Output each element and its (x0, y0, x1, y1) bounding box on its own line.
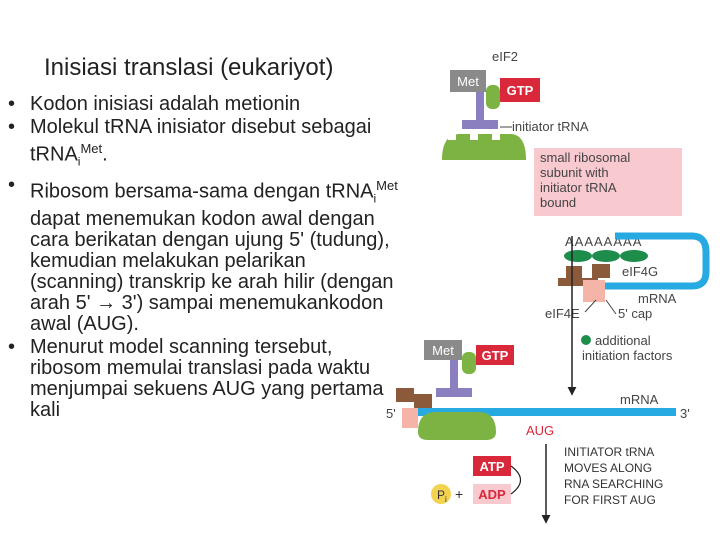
subunit-notch (492, 130, 500, 140)
polya-label: AAAAAAAA (565, 234, 643, 249)
eif4g-block-bottom (414, 394, 432, 408)
bullet-text: . (102, 143, 108, 166)
gtp-label-bottom: GTP (481, 348, 509, 363)
superscript: Met (376, 177, 398, 193)
scan-label-line: INITIATOR tRNA (564, 445, 655, 459)
scan-label-line: FOR FIRST AUG (564, 493, 656, 507)
mrna-label-bottom: mRNA (620, 392, 659, 407)
cap-pointer (606, 300, 616, 314)
bullet-icon: • (8, 93, 16, 115)
initiator-trna-label: initiator tRNA (512, 119, 589, 134)
small-subunit-label-line: subunit with (540, 165, 609, 180)
cap-label: 5' cap (618, 306, 653, 321)
bullet-text: Kodon inisiasi adalah metionin (30, 93, 301, 115)
bullet-icon: • (8, 336, 16, 359)
polya-binding-protein (592, 250, 620, 262)
met-label-bottom: Met (432, 343, 454, 358)
initiator-trna-arm (462, 120, 498, 129)
small-subunit-label-line: small ribosomal (540, 150, 631, 165)
bullet-text: 3') sampai menemukankodon awal (AUG). (30, 292, 384, 336)
bullet-text: Menurut model scanning tersebut, ribosom memulai translasi pada waktu menjumpai sekuens AUG yang pertama kali (30, 336, 384, 422)
eif4e-block-bottom (402, 408, 418, 428)
bullet-icon: • (8, 116, 16, 138)
aug-label: AUG (526, 423, 555, 438)
subscript: i (77, 154, 81, 169)
initiator-trna-bottom-arm (436, 388, 472, 397)
polya-binding-protein (564, 250, 592, 262)
scan-label-line: MOVES ALONG (564, 461, 653, 475)
additional-factor-dot (581, 335, 591, 345)
superscript: Met (80, 141, 103, 156)
subunit-notch (448, 130, 456, 140)
arrow-symbol: → (96, 292, 117, 315)
plus-label: + (455, 486, 464, 502)
additional-label-line: initiation factors (582, 348, 673, 363)
three-prime-label: 3' (680, 406, 690, 421)
gtp-label-top: GTP (506, 83, 534, 98)
polya-binding-protein (620, 250, 648, 262)
pi-label: $P_i$ (437, 488, 447, 504)
bullet-text: Ribosom bersama-sama dengan tRNA (30, 180, 374, 203)
eif2-factor-bottom (462, 352, 476, 374)
eif4e-block (583, 280, 605, 302)
bullet-icon: • (8, 173, 16, 196)
atp-label: ATP (479, 459, 505, 474)
atp-hydrolysis-arrow (511, 466, 521, 494)
eif4g-block-bottom (396, 388, 414, 402)
small-subunit-label-line: initiator tRNA (540, 180, 617, 195)
eif4g-label: eIF4G (622, 264, 659, 279)
five-prime-label: 5' (386, 406, 396, 421)
adp-label: ADP (478, 487, 506, 502)
slide-title: Inisiasi translasi (eukariyot) (44, 54, 334, 81)
eif2-factor (486, 85, 500, 109)
met-label-top: Met (457, 74, 479, 89)
additional-label-line: additional (595, 333, 651, 348)
initiator-trna (476, 92, 484, 122)
mrna-label-mid: mRNA (638, 291, 677, 306)
eif4g-block (592, 264, 610, 278)
small-subunit-label-line: bound (540, 195, 577, 210)
scan-label-line: RNA SEARCHING (564, 477, 664, 491)
eif2-label: eIF2 (492, 49, 519, 64)
small-ribosomal-subunit-bottom (418, 412, 496, 440)
subunit-notch (470, 130, 478, 140)
eif4e-label: eIF4E (545, 306, 580, 321)
eif4g-block (566, 266, 582, 280)
bullet-text: dapat menemukan kodon awal dengan cara berikatan dengan ujung 5' (tudung), kemudian melakukan pelarikan (scanning) transkrip ke arah hilir (dengan arah 5' (30, 208, 394, 315)
bullet-text: Molekul tRNA inisiator disebut sebagai tRNA (30, 116, 372, 166)
subscript: i (373, 191, 377, 206)
initiator-trna-bottom (450, 360, 458, 390)
